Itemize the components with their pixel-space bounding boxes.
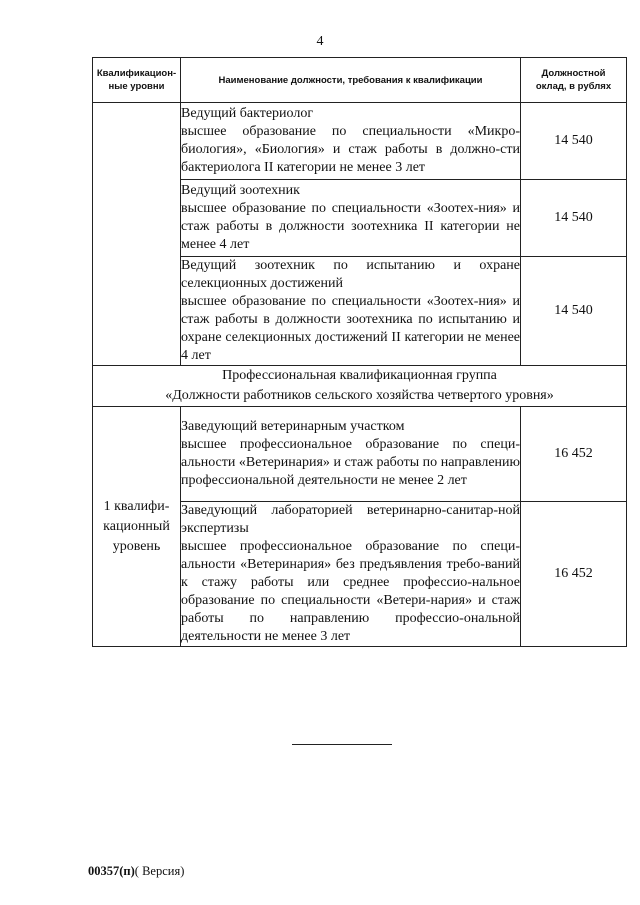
position-title: Заведующий ветеринарным участком	[181, 419, 405, 434]
position-cell	[181, 257, 521, 366]
table-row	[93, 103, 627, 180]
position-title: Ведущий бактериолог	[181, 106, 314, 121]
closing-rule	[292, 744, 392, 745]
footer-version: ( Версия)	[134, 864, 185, 878]
header-level: Квалификацион- ные уровни	[93, 58, 181, 103]
table-header-row	[93, 58, 627, 103]
position-cell	[181, 103, 521, 180]
position-requirements: высшее образование по специальности «Зоотех-ния» и стаж работы в должности зоотехника по испытанию и охране селекционных достижений II категории не менее 4 лет	[181, 294, 520, 363]
position-requirements: высшее профессиональное образование по специ-альности «Ветеринария» и стаж работы по направлению профессиональной деятельности не менее 2 лет	[181, 437, 520, 488]
header-position: Наименование должности, требования к квалификации	[181, 58, 521, 103]
table-row	[93, 407, 627, 502]
position-requirements: высшее образование по специальности «Зоотех-ния» и стаж работы в должности зоотехника II категории не менее 4 лет	[181, 201, 520, 252]
qualification-table	[92, 57, 627, 647]
position-cell	[181, 502, 521, 647]
page-number: 4	[316, 34, 324, 49]
position-title: Ведущий зоотехник по испытанию и охране селекционных достижений	[181, 258, 520, 291]
position-cell	[181, 407, 521, 502]
position-requirements: высшее образование по специальности «Микро-биология», «Биология» и стаж работы в должно-сти бактериолога II категории не менее 3 лет	[181, 124, 520, 175]
position-requirements: высшее профессиональное образование по специ-альности «Ветеринария» без предъявления требо-ваний к стажу работы или среднее профессио-нальное образование по специальности «Ветери-нария» и стаж работы по направлению профессио-ональной деятельности не менее 3 лет	[181, 539, 520, 644]
salary-cell: 16 452	[521, 502, 627, 647]
group-title: Профессиональная квалификационная группа	[222, 368, 497, 383]
group-heading	[93, 366, 627, 407]
footer-doc-code: 00357(п)	[88, 864, 135, 878]
footer-code	[88, 864, 184, 879]
salary-cell: 14 540	[521, 103, 627, 180]
position-title: Ведущий зоотехник	[181, 183, 300, 198]
level-cell: 1 квалифи- кационный уровень	[93, 407, 181, 647]
salary-cell: 14 540	[521, 180, 627, 257]
salary-cell: 14 540	[521, 257, 627, 366]
salary-cell: 16 452	[521, 407, 627, 502]
group-row	[93, 366, 627, 407]
level-empty-cell	[93, 103, 181, 366]
position-cell	[181, 180, 521, 257]
position-title: Заведующий лабораторией ветеринарно-санитар-ной экспертизы	[181, 503, 520, 536]
group-subtitle: «Должности работников сельского хозяйства четвертого уровня»	[165, 388, 554, 403]
header-salary: Должностной оклад, в рублях	[521, 58, 627, 103]
